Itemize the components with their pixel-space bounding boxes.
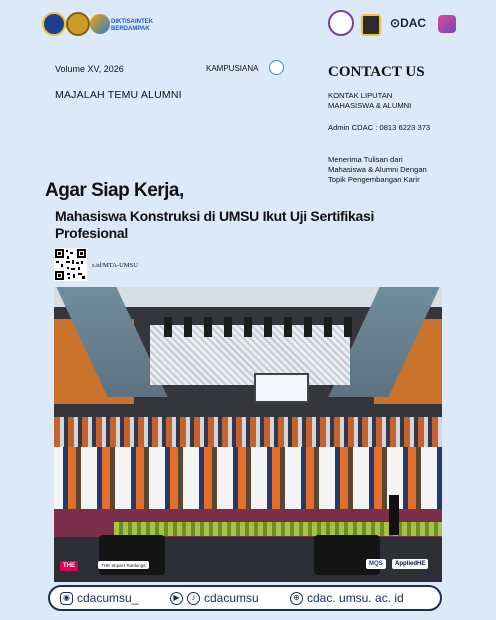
magazine-title: MAJALAH TEMU ALUMNI xyxy=(55,89,182,101)
instagram-link[interactable] xyxy=(60,591,138,605)
instagram-handle: cdacumsu_ xyxy=(77,591,139,605)
appliedhe-badge: AppliedHE xyxy=(392,559,428,569)
kampusiana-logo-icon xyxy=(269,60,284,75)
volume-label: Volume XV, 2026 xyxy=(55,64,124,74)
article-link[interactable]: s.id/MTA-UMSU xyxy=(92,262,138,269)
dikti-line1: DIKTISAINTEK xyxy=(111,19,153,25)
youtube-icon: ▶ xyxy=(170,592,183,605)
contact-kontak: KONTAK LIPUTAN MAHASISWA & ALUMNI xyxy=(328,91,412,110)
qr-code-icon[interactable] xyxy=(54,248,87,281)
qs-badge: MQS xyxy=(366,559,386,569)
contact-menerima: Menerima Tulisan dari Mahasiswa & Alumni Dengan Topik Pengembangan Karir xyxy=(328,155,427,184)
social-footer xyxy=(48,585,442,611)
tiktok-link[interactable] xyxy=(170,591,259,605)
event-photo xyxy=(54,287,442,582)
contact-title: CONTACT US xyxy=(328,64,425,80)
article-headline: Agar Siap Kerja, xyxy=(45,180,184,201)
website-link[interactable] xyxy=(290,591,404,605)
diktisaintek-logo xyxy=(90,14,110,34)
kampusiana-label: KAMPUSIANA xyxy=(206,64,259,73)
partner-logo-2 xyxy=(361,14,381,36)
dikti-line2: BERDAMPAK xyxy=(111,25,150,32)
photo-stage-lights xyxy=(164,317,354,337)
article-subheadline: Mahasiswa Konstruksi di UMSU Ikut Uji Sertifikasi Profesional xyxy=(55,208,375,241)
umsu-logo xyxy=(42,12,66,36)
cdac-logo-text: DAC xyxy=(400,16,427,30)
globe-icon: ⊕ xyxy=(290,592,303,605)
impact-rankings-badge: THE Impact Rankings xyxy=(98,561,149,569)
logo-row xyxy=(0,6,496,42)
instagram-icon: ◉ xyxy=(60,592,73,605)
tiktok-handle: cdacumsu xyxy=(204,591,259,605)
the-badge: THE xyxy=(60,561,78,571)
photo-speaker-left xyxy=(99,535,165,575)
photo-speaker-right xyxy=(314,535,380,575)
photo-front-row xyxy=(54,447,442,512)
photo-screen xyxy=(254,373,309,403)
partner-logo-3 xyxy=(438,15,456,33)
website-url: cdac. umsu. ac. id xyxy=(307,591,404,605)
photo-camera-tripod xyxy=(389,495,399,535)
kampus-merdeka-logo xyxy=(66,12,90,36)
partner-logo-1 xyxy=(328,10,354,36)
contact-admin: Admin CDAC : 0813 6223 373 xyxy=(328,123,431,132)
cdac-logo: ⊙DAC xyxy=(390,16,427,30)
tiktok-icon: ♪ xyxy=(187,592,200,605)
diktisaintek-text xyxy=(111,19,153,32)
